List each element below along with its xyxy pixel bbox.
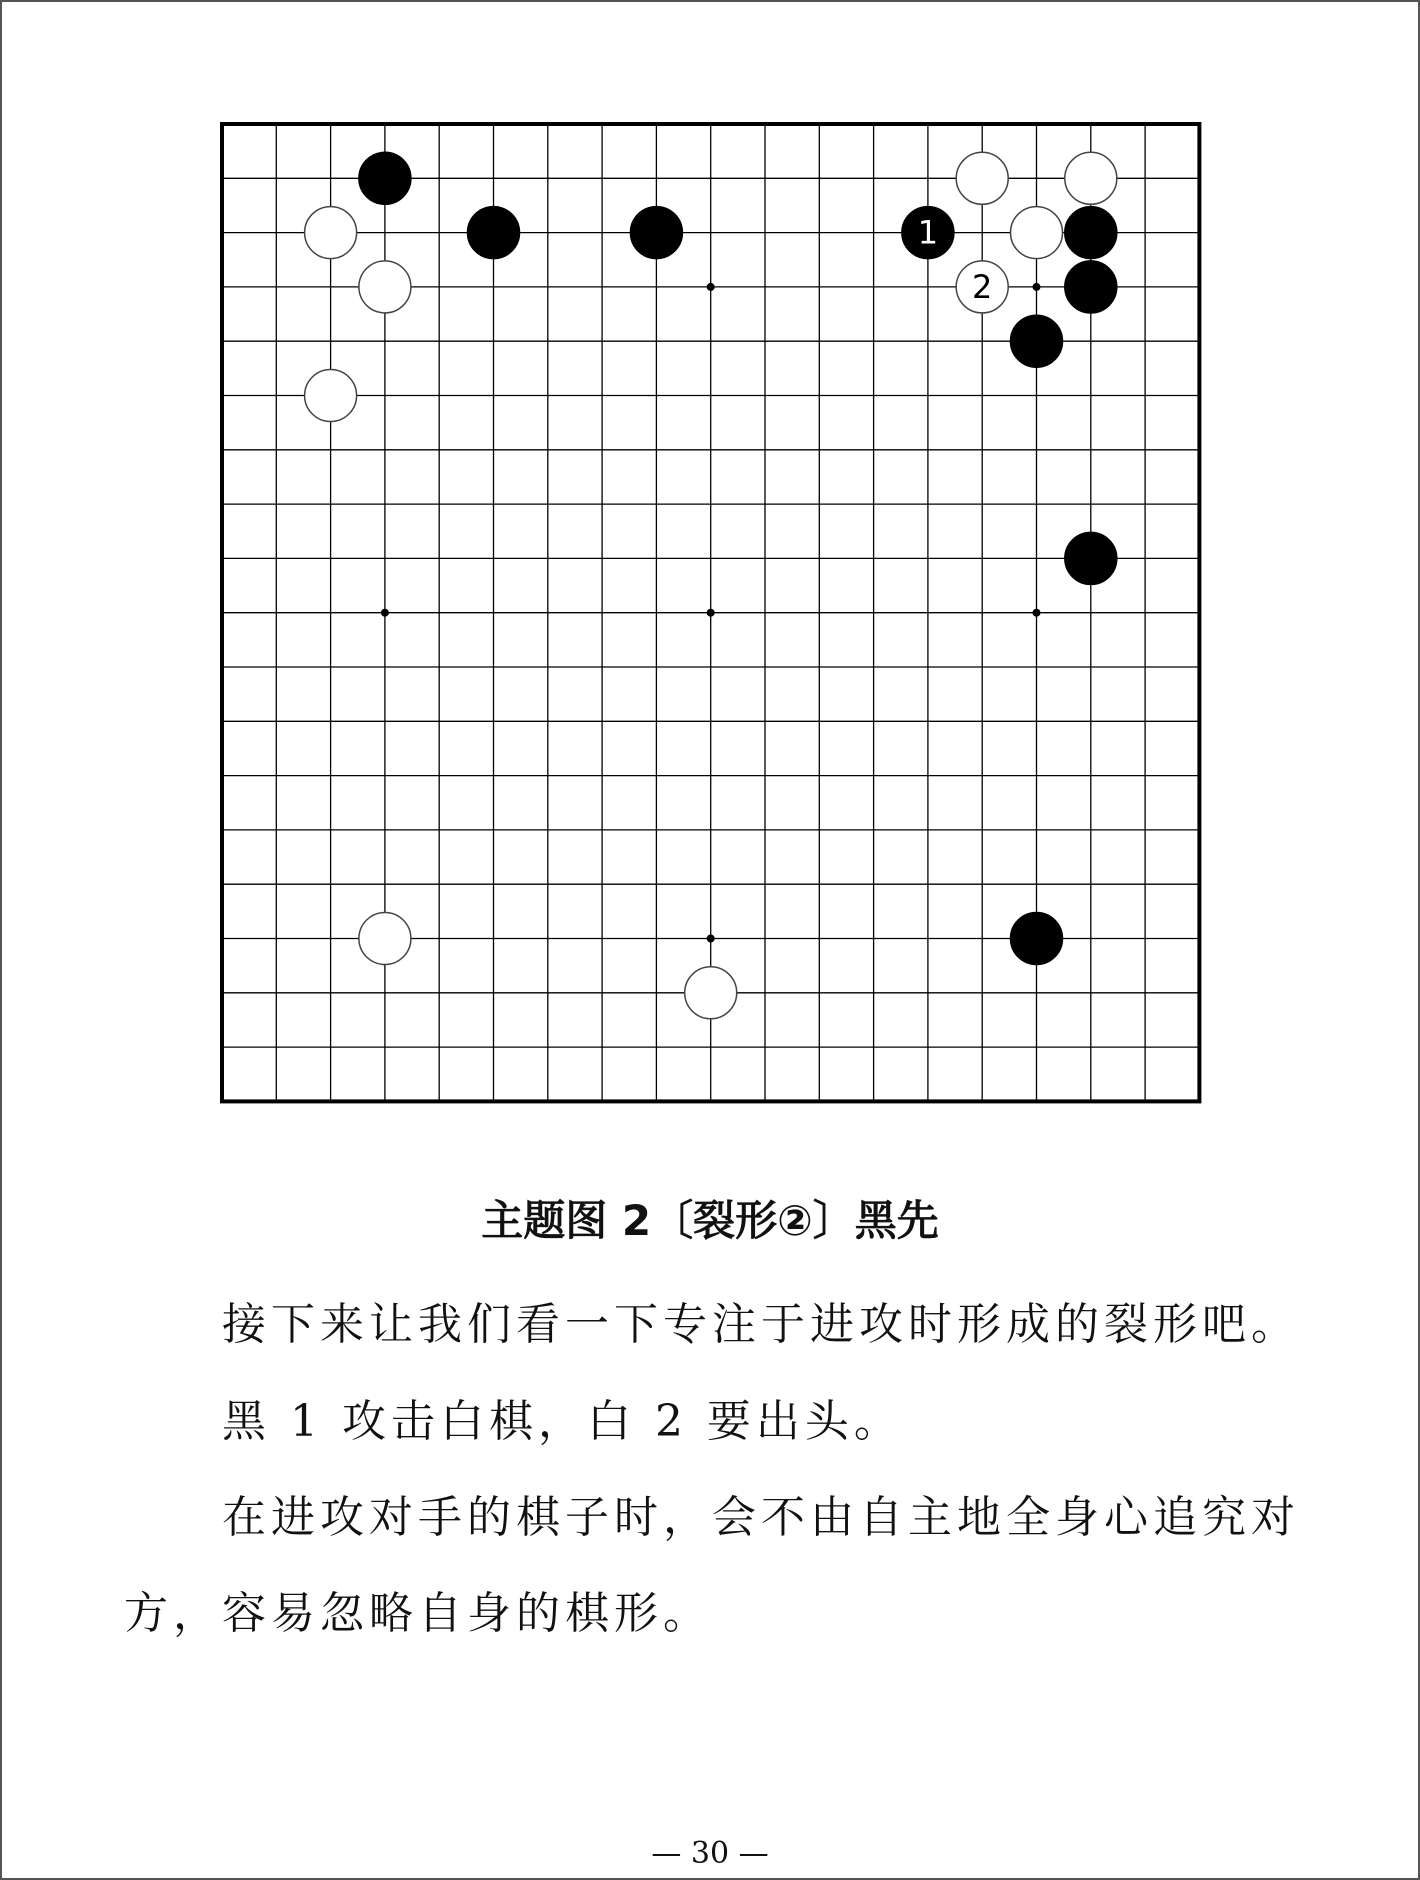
- paragraph-line: 黑 1 攻击白棋，白 2 要出头。: [222, 1396, 903, 1447]
- star-point: [707, 609, 715, 617]
- white-stone: [685, 967, 737, 1019]
- paragraph-line: 方，容易忽略自身的棋形。: [124, 1588, 712, 1639]
- black-stone: [1011, 315, 1063, 367]
- page-number: — 30 —: [651, 1836, 769, 1871]
- star-point: [707, 935, 715, 943]
- paragraph-line: 接下来让我们看一下专注于进攻时形成的裂形吧。: [222, 1299, 1300, 1350]
- black-stone: [1011, 913, 1063, 965]
- white-stone: [1065, 152, 1117, 204]
- black-stone: [468, 207, 520, 259]
- black-stone: [1065, 532, 1117, 584]
- black-stone: [359, 152, 411, 204]
- star-point: [707, 283, 715, 291]
- go-board-diagram: [210, 112, 1210, 1112]
- white-stone: [305, 207, 357, 259]
- move-number: 2: [972, 267, 993, 306]
- white-stone: [305, 370, 357, 422]
- black-stone: [1065, 261, 1117, 313]
- white-stone: [956, 152, 1008, 204]
- star-point: [381, 609, 389, 617]
- paragraph-line: 在进攻对手的棋子时，会不由自主地全身心追究对: [222, 1492, 1300, 1543]
- diagram-caption: 主题图 2〔裂形②〕黑先: [481, 1196, 939, 1245]
- black-stone: [630, 207, 682, 259]
- move-number: 1: [917, 213, 939, 252]
- white-stone: [359, 261, 411, 313]
- star-point: [1033, 283, 1041, 291]
- star-point: [1033, 609, 1041, 617]
- white-stone: [1011, 207, 1063, 259]
- white-stone: [359, 913, 411, 965]
- black-stone: [1065, 207, 1117, 259]
